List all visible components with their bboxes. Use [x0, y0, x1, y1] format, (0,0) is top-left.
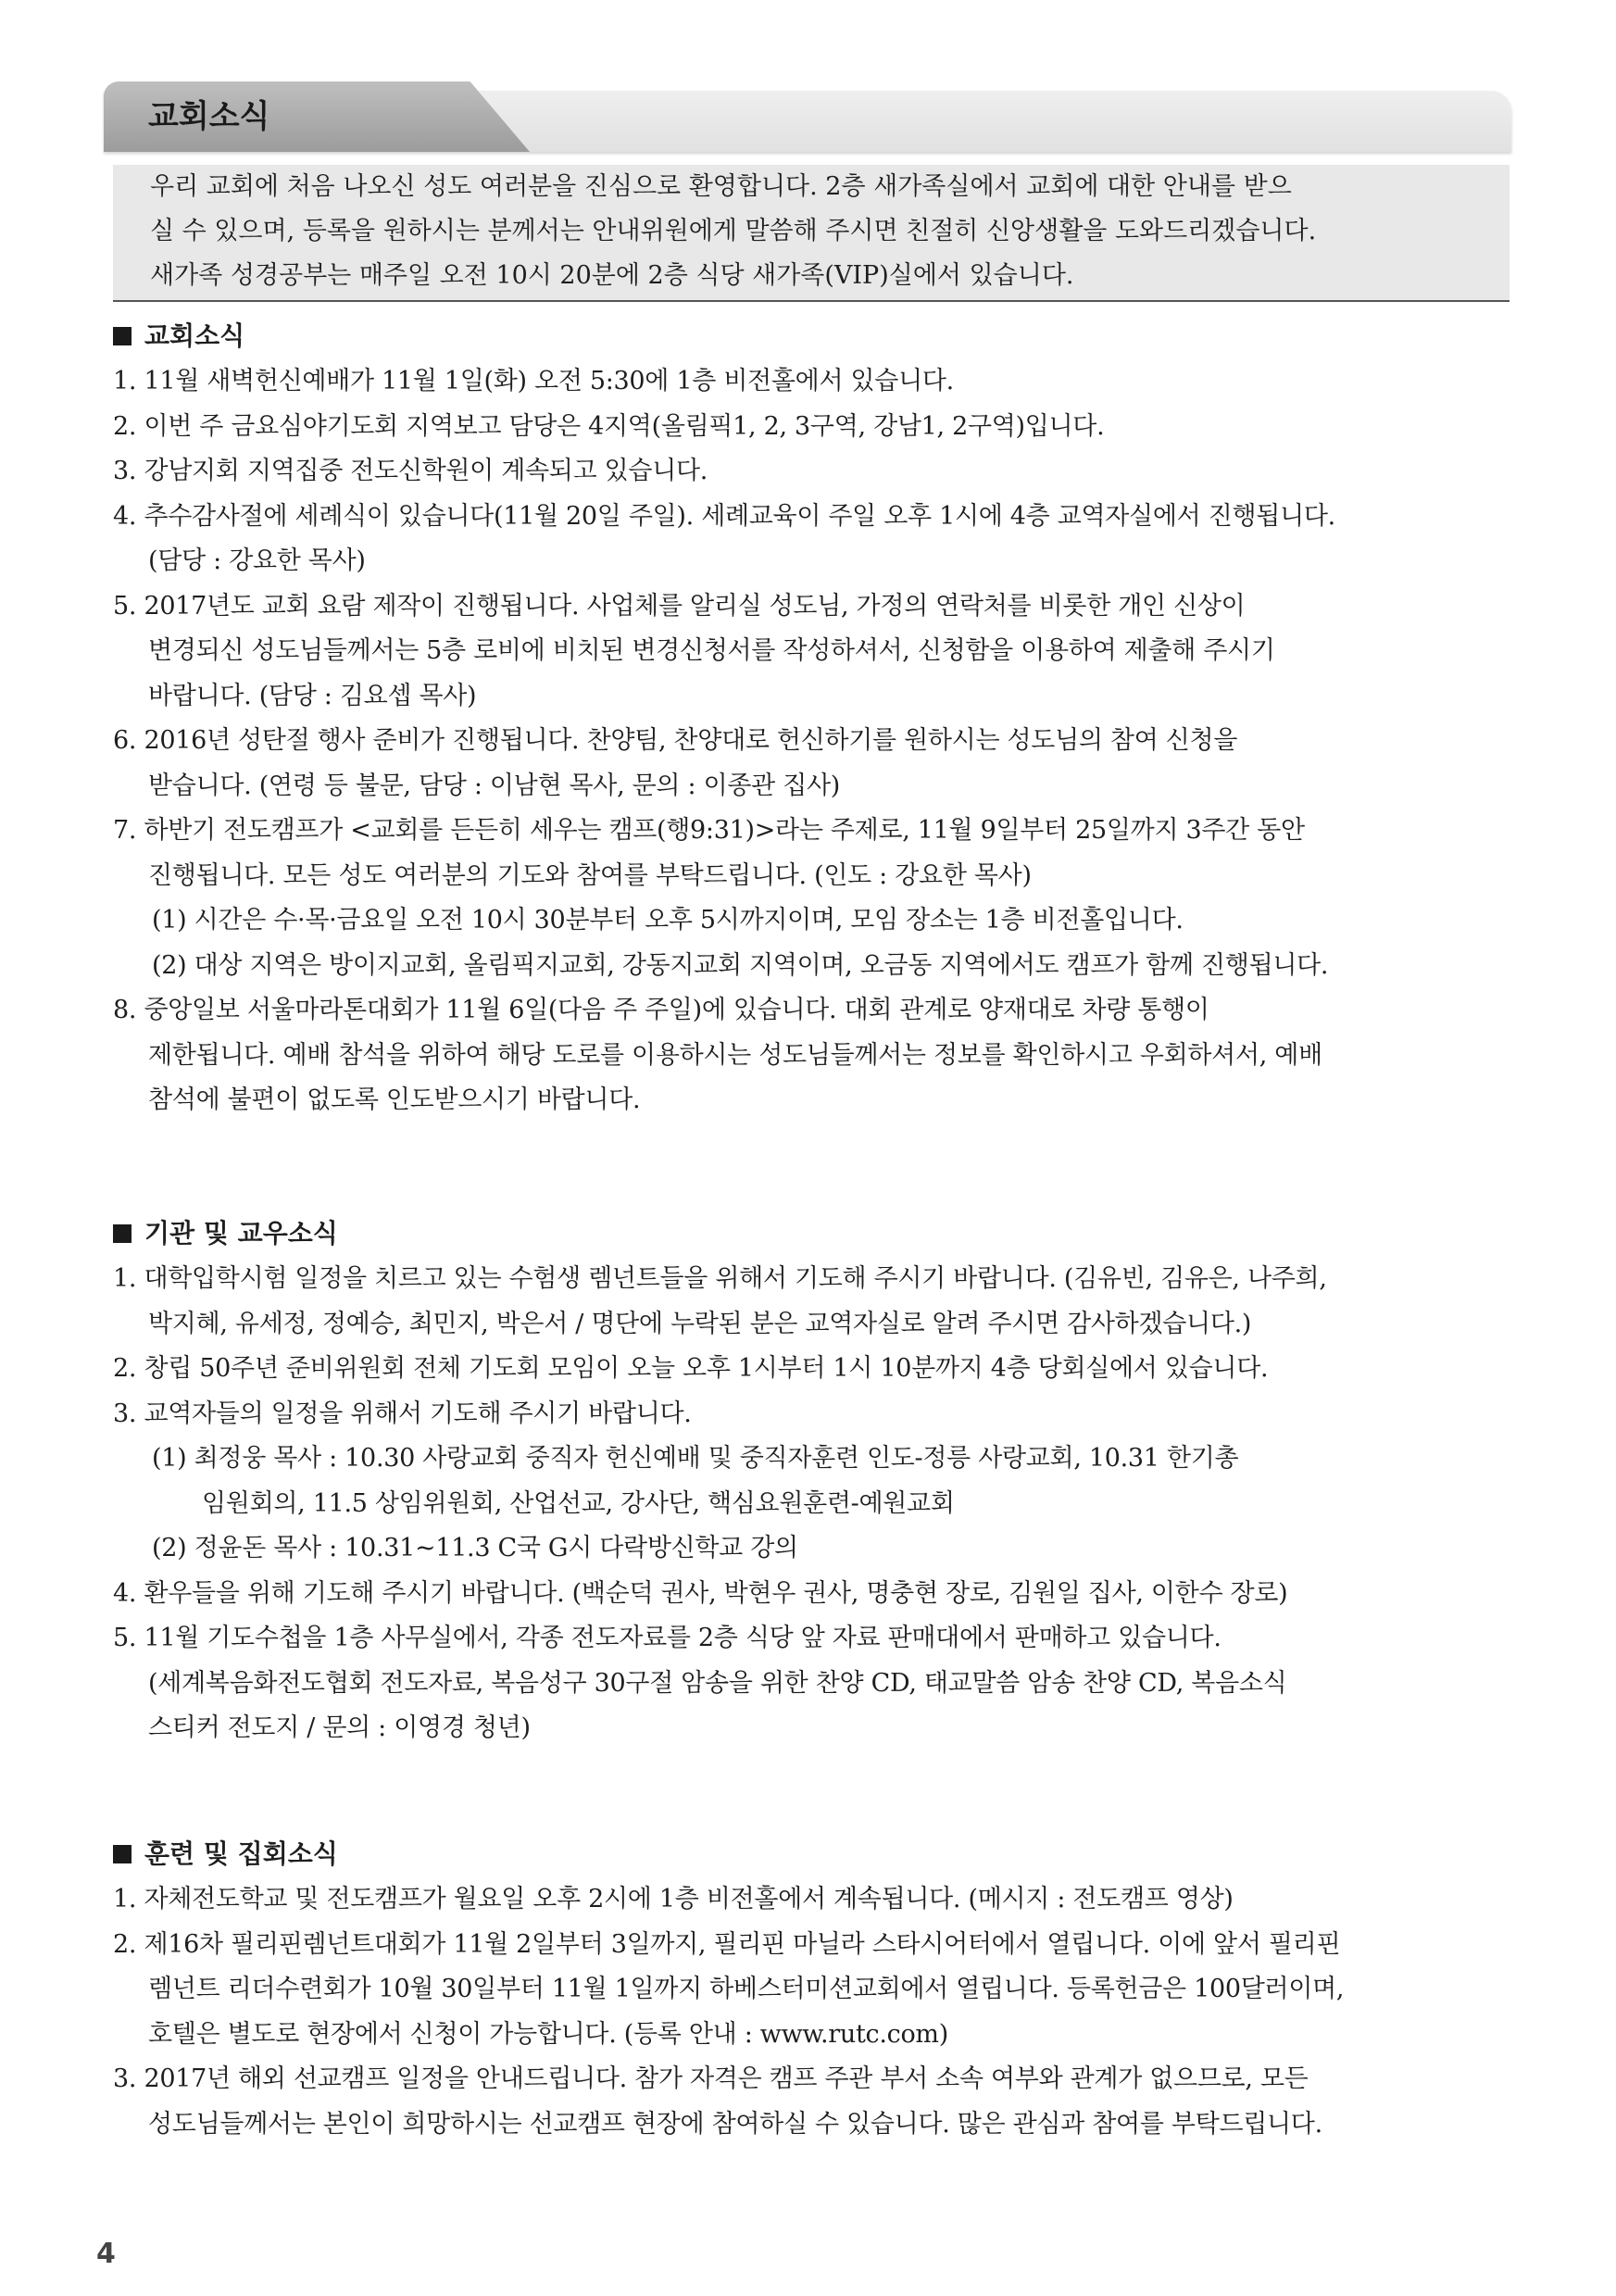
- news-line: 2. 제16차 필리핀렘넌트대회가 11월 2일부터 3일까지, 필리핀 마닐라 스타시어터에서 열립니다. 이에 앞서 필리핀: [113, 1929, 1341, 1959]
- news-line: 받습니다. (연령 등 불문, 담당 : 이남현 목사, 문의 : 이종관 집사): [148, 771, 841, 800]
- news-line: 5. 2017년도 교회 요람 제작이 진행됩니다. 사업체를 알리실 성도님, 가정의 연락처를 비롯한 개인 신상이: [113, 591, 1246, 621]
- news-line: 5. 11월 기도수첩을 1층 사무실에서, 각종 전도자료를 2층 식당 앞 자료 판매대에서 판매하고 있습니다.: [113, 1624, 1221, 1652]
- news-line: 1. 자체전도학교 및 전도캠프가 월요일 오후 2시에 1층 비전홀에서 계속됩니다. (메시지 : 전도캠프 영상): [113, 1885, 1234, 1913]
- news-line: 참석에 불편이 없도록 인도받으시기 바랍니다.: [148, 1085, 641, 1114]
- news-line: 스티커 전도지 / 문의 : 이영경 청년): [148, 1713, 531, 1742]
- news-line: 제한됩니다. 예배 참석을 위하여 해당 도로를 이용하시는 성도님들께서는 정보를 확인하시고 우회하셔서, 예배: [148, 1040, 1322, 1070]
- news-line: 1. 대학입학시험 일정을 치르고 있는 수험생 렘넌트들을 위해서 기도해 주시기 바랍니다. (김유빈, 김유은, 나주희,: [113, 1264, 1327, 1293]
- news-line: 진행됩니다. 모든 성도 여러분의 기도와 참여를 부탁드립니다. (인도 : 강요한 목사): [148, 860, 1032, 890]
- news-line: (2) 정윤돈 목사 : 10.31~11.3 C국 G시 다락방신학교 강의: [152, 1534, 798, 1562]
- news-line: 성도님들께서는 본인이 희망하시는 선교캠프 현장에 참여하실 수 있습니다. 많은 관심과 참여를 부탁드립니다.: [148, 2109, 1322, 2139]
- square-bullet-icon: [113, 1845, 132, 1863]
- section-title-text: 훈련 및 집회소식: [144, 1838, 338, 1869]
- section-title-text: 기관 및 교우소식: [144, 1218, 338, 1248]
- welcome-box: [113, 165, 1510, 302]
- news-line: 바랍니다. (담당 : 김요셉 목사): [148, 681, 477, 710]
- news-line: 8. 중앙일보 서울마라톤대회가 11월 6일(다음 주 주일)에 있습니다. 대회 관계로 양재대로 차량 통행이: [113, 996, 1209, 1024]
- section-title: [113, 313, 1539, 359]
- section-title-text: 교회소식: [144, 320, 245, 351]
- news-line: 3. 2017년 해외 선교캠프 일정을 안내드립니다. 참가 자격은 캠프 주관 부서 소속 여부와 관계가 없으므로, 모든: [113, 2064, 1309, 2093]
- section-title: [113, 1831, 1539, 1877]
- welcome-line: 새가족 성경공부는 매주일 오전 10시 20분에 2층 식당 새가족(VIP)실에서 있습니다.: [150, 261, 1074, 290]
- news-line: 호텔은 별도로 현장에서 신청이 가능합니다. (등록 안내 : www.rutc.com): [148, 2019, 948, 2049]
- news-line: (2) 대상 지역은 방이지교회, 올림픽지교회, 강동지교회 지역이며, 오금동 지역에서도 캠프가 함께 진행됩니다.: [152, 950, 1329, 980]
- news-line: 2. 이번 주 금요심야기도회 지역보고 담당은 4지역(올림픽1, 2, 3구역, 강남1, 2구역)입니다.: [113, 411, 1105, 441]
- news-line: 변경되신 성도님들께서는 5층 로비에 비치된 변경신청서를 작성하셔서, 신청함을 이용하여 제출해 주시기: [148, 636, 1275, 665]
- page-title: 교회소식: [148, 98, 270, 135]
- news-line: 2. 창립 50주년 준비위원회 전체 기도회 모임이 오늘 오후 1시부터 1시 10분까지 4층 당회실에서 있습니다.: [113, 1354, 1269, 1383]
- news-line: (세계복음화전도협회 전도자료, 복음성구 30구절 암송을 위한 찬양 CD, 태교말씀 암송 찬양 CD, 복음소식: [148, 1668, 1287, 1698]
- news-line: 3. 교역자들의 일정을 위해서 기도해 주시기 바랍니다.: [113, 1399, 692, 1428]
- page-number: 4: [96, 2238, 116, 2270]
- news-line: 4. 추수감사절에 세례식이 있습니다(11월 20일 주일). 세례교육이 주일 오후 1시에 4층 교역자실에서 진행됩니다.: [113, 501, 1335, 531]
- square-bullet-icon: [113, 1224, 132, 1243]
- section-title: [113, 1211, 1539, 1257]
- news-line: (1) 시간은 수·목·금요일 오전 10시 30분부터 오후 5시까지이며, 모임 장소는 1층 비전홀입니다.: [152, 906, 1184, 935]
- square-bullet-icon: [113, 327, 132, 345]
- welcome-line: 우리 교회에 처음 나오신 성도 여러분을 진심으로 환영합니다. 2층 새가족실에서 교회에 대한 안내를 받으: [150, 172, 1292, 201]
- news-line: 임원회의, 11.5 상임위원회, 산업선교, 강사단, 핵심요원훈련-예원교회: [202, 1488, 955, 1518]
- section-organization-news: [113, 1211, 1539, 1751]
- news-line: 1. 11월 새벽헌신예배가 11월 1일(화) 오전 5:30에 1층 비전홀에서 있습니다.: [113, 367, 954, 395]
- news-line: 7. 하반기 전도캠프가 <교회를 든든히 세우는 캠프(행9:31)>라는 주제로, 11월 9일부터 25일까지 3주간 동안: [113, 816, 1305, 845]
- section-training-news: [113, 1831, 1539, 2147]
- news-line: 박지혜, 유세정, 정예승, 최민지, 박은서 / 명단에 누락된 분은 교역자실로 알려 주시면 감사하겠습니다.): [148, 1309, 1252, 1338]
- news-line: 렘넌트 리더수련회가 10월 30일부터 11월 1일까지 하베스터미션교회에서 열립니다. 등록헌금은 100달러이며,: [148, 1975, 1345, 2003]
- news-line: (1) 최정웅 목사 : 10.30 사랑교회 중직자 헌신예배 및 중직자훈련 인도-정릉 사랑교회, 10.31 한기총: [152, 1444, 1239, 1473]
- section-church-news: [113, 313, 1539, 1123]
- news-line: 4. 환우들을 위해 기도해 주시기 바랍니다. (백순덕 권사, 박현우 권사, 명충현 장로, 김원일 집사, 이한수 장로): [113, 1578, 1288, 1608]
- news-line: (담당 : 강요한 목사): [148, 546, 366, 575]
- welcome-line: 실 수 있으며, 등록을 원하시는 분께서는 안내위원에게 말씀해 주시면 친절히 신앙생활을 도와드리겠습니다.: [150, 217, 1317, 245]
- news-line: 6. 2016년 성탄절 행사 준비가 진행됩니다. 찬양팀, 찬양대로 헌신하기를 원하시는 성도님의 참여 신청을: [113, 726, 1238, 755]
- news-line: 3. 강남지회 지역집중 전도신학원이 계속되고 있습니다.: [113, 457, 708, 485]
